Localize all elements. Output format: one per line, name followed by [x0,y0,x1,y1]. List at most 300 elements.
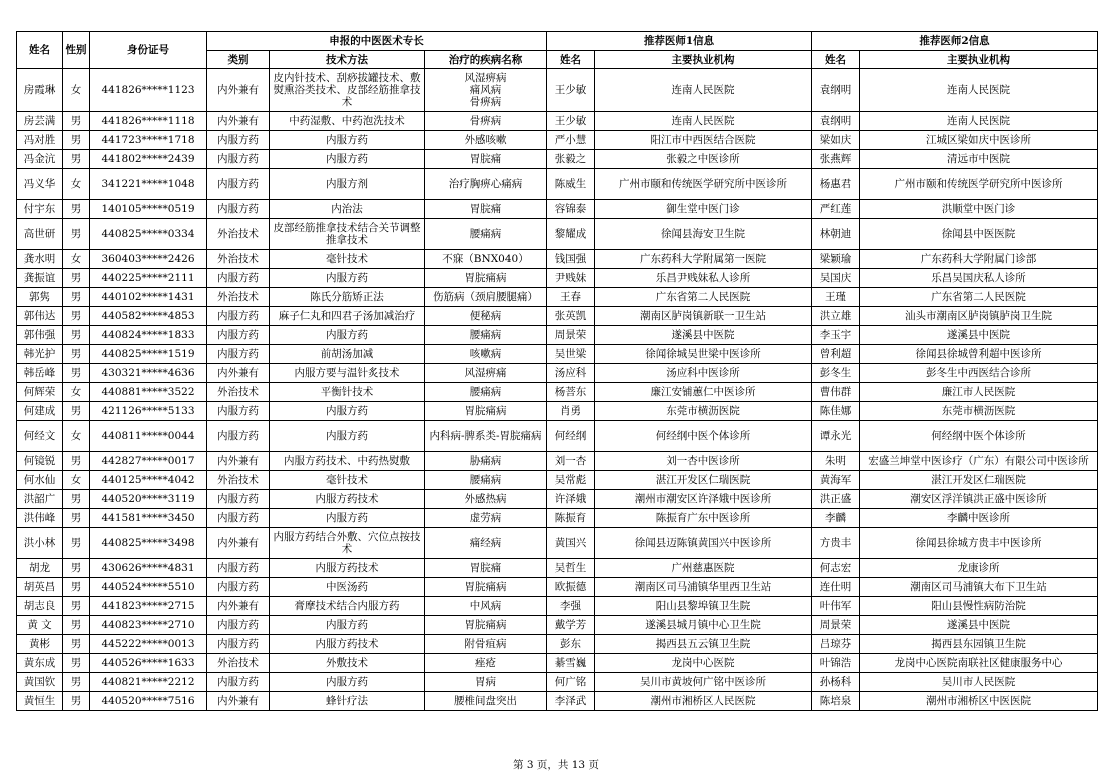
header-doctor1-name: 姓名 [547,51,595,69]
cell-gender: 男 [63,490,90,509]
cell-doctor2-name: 方贵丰 [812,528,860,559]
cell-gender: 男 [63,150,90,169]
cell-id: 441581*****3450 [90,509,207,528]
cell-technique: 内服方药技术 [270,635,425,654]
cell-name: 胡志良 [17,597,63,616]
table-row [17,692,1098,711]
cell-id: 440582*****4853 [90,307,207,326]
cell-disease: 咳嗽病 [425,345,547,364]
cell-category: 内服方药 [207,150,270,169]
cell-doctor2-org: 广东药科大学附属门诊部 [860,250,1098,269]
cell-doctor2-org: 揭西县东园镇卫生院 [860,635,1098,654]
cell-disease: 便秘病 [425,307,547,326]
cell-doctor2-name: 洪立雄 [812,307,860,326]
cell-doctor1-org: 广东省第二人民医院 [595,288,812,307]
table-row [17,597,1098,616]
cell-category: 内外兼有 [207,69,270,112]
cell-name: 冯金沆 [17,150,63,169]
cell-disease: 胁痛病 [425,452,547,471]
cell-doctor2-name: 李麟 [812,509,860,528]
cell-id: 140105*****0519 [90,200,207,219]
cell-doctor2-org: 江城区梁如庆中医诊所 [860,131,1098,150]
table-body [17,69,1098,711]
cell-name: 黄彬 [17,635,63,654]
cell-disease: 腰椎间盘突出 [425,692,547,711]
cell-category: 内外兼有 [207,452,270,471]
cell-doctor1-name: 黎耀成 [547,219,595,250]
cell-doctor1-name: 陈振育 [547,509,595,528]
cell-doctor1-name: 陈威生 [547,169,595,200]
cell-doctor2-name: 袁纲明 [812,69,860,112]
cell-technique: 中医汤药 [270,578,425,597]
cell-disease: 胃脘痛病 [425,616,547,635]
cell-id: 440824*****1833 [90,326,207,345]
cell-doctor2-org: 龙岗中心医院南联社区健康服务中心 [860,654,1098,673]
cell-name: 龚水明 [17,250,63,269]
table-row [17,654,1098,673]
table-row [17,150,1098,169]
cell-doctor2-org: 遂溪县中医院 [860,326,1098,345]
cell-name: 黄东成 [17,654,63,673]
cell-technique: 内服方药 [270,673,425,692]
cell-gender: 男 [63,200,90,219]
cell-gender: 男 [63,219,90,250]
cell-doctor2-name: 连仕明 [812,578,860,597]
cell-doctor2-name: 梁如庆 [812,131,860,150]
cell-gender: 男 [63,452,90,471]
cell-doctor2-name: 林朝迪 [812,219,860,250]
table-row [17,169,1098,200]
cell-disease: 治疗胸痹心痛病 [425,169,547,200]
table-row [17,383,1098,402]
cell-doctor2-org: 李麟中医诊所 [860,509,1098,528]
cell-doctor1-name: 吴世梁 [547,345,595,364]
cell-id: 360403*****2426 [90,250,207,269]
header-technique: 技术方法 [270,51,425,69]
cell-doctor2-org: 吴川市人民医院 [860,673,1098,692]
cell-disease: 骨痹病 [425,112,547,131]
cell-gender: 男 [63,131,90,150]
cell-disease: 内科病-脾系类-胃脘痛病 [425,421,547,452]
cell-doctor2-name: 彭冬生 [812,364,860,383]
cell-doctor2-name: 梁颖瑜 [812,250,860,269]
cell-technique: 内服方药 [270,131,425,150]
cell-technique: 内服方药 [270,509,425,528]
table-row [17,452,1098,471]
cell-doctor2-name: 曹伟群 [812,383,860,402]
cell-doctor1-name: 尹贱妹 [547,269,595,288]
cell-doctor2-org: 汕头市潮南区胪岗镇胪岗卫生院 [860,307,1098,326]
cell-disease: 胃病 [425,673,547,692]
cell-technique: 内服方药 [270,402,425,421]
cell-name: 房芸满 [17,112,63,131]
cell-id: 440825*****1519 [90,345,207,364]
cell-doctor1-name: 张英凯 [547,307,595,326]
cell-name: 洪韶广 [17,490,63,509]
cell-gender: 女 [63,250,90,269]
cell-id: 440225*****2111 [90,269,207,288]
cell-technique: 膏摩技术结合内服方药 [270,597,425,616]
cell-doctor2-org: 广东省第二人民医院 [860,288,1098,307]
cell-gender: 男 [63,528,90,559]
cell-gender: 男 [63,509,90,528]
cell-gender: 女 [63,69,90,112]
table-row [17,345,1098,364]
table-row [17,131,1098,150]
table-row [17,509,1098,528]
table-row [17,69,1098,112]
cell-id: 440125*****4042 [90,471,207,490]
cell-doctor1-org: 陈振育广东中医诊所 [595,509,812,528]
cell-name: 房霞琳 [17,69,63,112]
cell-name: 韩光护 [17,345,63,364]
cell-doctor2-org: 洪顺堂中医门诊 [860,200,1098,219]
table-row [17,559,1098,578]
cell-doctor2-org: 清远市中医院 [860,150,1098,169]
cell-disease: 伤筋病（颈肩腰腿痛） [425,288,547,307]
cell-doctor2-org: 廉江市人民医院 [860,383,1098,402]
document-table-wrapper [16,31,1097,711]
cell-doctor1-org: 张毅之中医诊所 [595,150,812,169]
cell-id: 440821*****2212 [90,673,207,692]
cell-doctor1-org: 廉江安铺蕙仁中医诊所 [595,383,812,402]
cell-gender: 女 [63,383,90,402]
header-id: 身份证号 [90,32,207,69]
cell-disease: 腰痛病 [425,326,547,345]
cell-doctor1-name: 吴哲生 [547,559,595,578]
cell-gender: 男 [63,402,90,421]
cell-id: 440524*****5510 [90,578,207,597]
cell-id: 440825*****0334 [90,219,207,250]
cell-technique: 内服方药技术、中药热熨敷 [270,452,425,471]
table-row [17,250,1098,269]
cell-doctor2-name: 吴国庆 [812,269,860,288]
cell-gender: 男 [63,616,90,635]
table-row [17,490,1098,509]
cell-category: 内服方药 [207,345,270,364]
cell-doctor1-name: 刘一杏 [547,452,595,471]
cell-disease: 胃脘痛 [425,150,547,169]
cell-disease: 胃脘痛病 [425,578,547,597]
cell-doctor1-org: 广州市颐和传统医学研究所中医诊所 [595,169,812,200]
cell-disease: 痤疮 [425,654,547,673]
cell-category: 内外兼有 [207,692,270,711]
cell-name: 韩岳峰 [17,364,63,383]
cell-id: 441826*****1118 [90,112,207,131]
cell-doctor1-name: 周景荣 [547,326,595,345]
cell-doctor1-name: 李泽武 [547,692,595,711]
cell-doctor2-name: 叶锦浩 [812,654,860,673]
cell-doctor2-org: 徐闻县徐城曾利超中医诊所 [860,345,1098,364]
cell-category: 内服方药 [207,509,270,528]
cell-technique: 外敷技术 [270,654,425,673]
cell-doctor2-org: 潮安区浮洋镇洪正盛中医诊所 [860,490,1098,509]
cell-doctor1-org: 潮南区胪岗镇新联一卫生站 [595,307,812,326]
cell-id: 441823*****2715 [90,597,207,616]
cell-id: 440811*****0044 [90,421,207,452]
cell-disease: 风湿痹痛 [425,364,547,383]
cell-doctor1-name: 黄国兴 [547,528,595,559]
cell-gender: 男 [63,673,90,692]
cell-technique: 内服方药技术 [270,490,425,509]
cell-category: 内外兼有 [207,364,270,383]
cell-doctor2-name: 陈培泉 [812,692,860,711]
cell-id: 341221*****1048 [90,169,207,200]
cell-gender: 男 [63,654,90,673]
cell-gender: 男 [63,597,90,616]
table-row [17,307,1098,326]
cell-id: 440825*****3498 [90,528,207,559]
cell-technique: 陈氏分筋矫正法 [270,288,425,307]
cell-disease: 中风病 [425,597,547,616]
cell-technique: 内服方剂 [270,169,425,200]
cell-doctor2-name: 曾利超 [812,345,860,364]
cell-doctor1-org: 龙岗中心医院 [595,654,812,673]
cell-gender: 男 [63,578,90,597]
cell-doctor1-org: 潮州市潮安区许泽娥中医诊所 [595,490,812,509]
cell-category: 内服方药 [207,200,270,219]
cell-id: 445222*****0013 [90,635,207,654]
cell-doctor2-name: 黄海军 [812,471,860,490]
cell-doctor2-name: 叶伟军 [812,597,860,616]
cell-doctor2-org: 徐闻县徐城方贵丰中医诊所 [860,528,1098,559]
cell-doctor1-name: 吴常彪 [547,471,595,490]
cell-gender: 男 [63,635,90,654]
cell-doctor1-org: 揭西县五云镇卫生院 [595,635,812,654]
table-row [17,421,1098,452]
cell-doctor1-name: 肖勇 [547,402,595,421]
cell-doctor1-org: 东莞市横沥医院 [595,402,812,421]
cell-disease: 胃脘痛病 [425,269,547,288]
cell-technique: 内服方药 [270,150,425,169]
cell-doctor1-name: 王少敏 [547,112,595,131]
cell-category: 内服方药 [207,673,270,692]
cell-category: 内服方药 [207,307,270,326]
cell-name: 何建成 [17,402,63,421]
cell-disease: 附骨疽病 [425,635,547,654]
cell-category: 内服方药 [207,402,270,421]
cell-technique: 内服方药 [270,616,425,635]
cell-doctor2-org: 湛江开发区仁瑞医院 [860,471,1098,490]
cell-doctor2-name: 吕琼芬 [812,635,860,654]
table-row [17,402,1098,421]
cell-name: 何经文 [17,421,63,452]
cell-doctor2-name: 洪正盛 [812,490,860,509]
table-row [17,219,1098,250]
cell-gender: 男 [63,364,90,383]
cell-disease: 腰痛病 [425,383,547,402]
cell-gender: 男 [63,307,90,326]
cell-disease: 风湿痹病 痛风病 骨痹病 [425,69,547,112]
cell-doctor1-org: 潮南区司马浦镇华里西卫生站 [595,578,812,597]
header-doctor2-org: 主要执业机构 [860,51,1098,69]
page-footer: 第 3 页，共 13 页 [513,759,599,771]
cell-technique: 内服方药 [270,326,425,345]
cell-category: 外治技术 [207,288,270,307]
cell-gender: 男 [63,559,90,578]
cell-technique: 皮部经筋推拿技术结合关节调整推拿技术 [270,219,425,250]
cell-technique: 内服方药技术 [270,559,425,578]
cell-gender: 男 [63,288,90,307]
cell-technique: 中药湿敷、中药泡洗技术 [270,112,425,131]
cell-technique: 毫针技术 [270,250,425,269]
cell-name: 龚振谊 [17,269,63,288]
cell-category: 内服方药 [207,490,270,509]
cell-id: 440823*****2710 [90,616,207,635]
cell-category: 内外兼有 [207,528,270,559]
table-row [17,269,1098,288]
cell-doctor1-name: 容锦泰 [547,200,595,219]
cell-doctor1-name: 綦雪巍 [547,654,595,673]
header-name: 姓名 [17,32,63,69]
cell-technique: 毫针技术 [270,471,425,490]
cell-technique: 蜂针疗法 [270,692,425,711]
cell-disease: 胃脘痛 [425,200,547,219]
cell-doctor1-org: 徐闻徐城吴世梁中医诊所 [595,345,812,364]
cell-doctor2-name: 李玉宇 [812,326,860,345]
cell-doctor2-org: 广州市颐和传统医学研究所中医诊所 [860,169,1098,200]
cell-category: 内服方药 [207,635,270,654]
cell-doctor2-org: 何经纲中医个体诊所 [860,421,1098,452]
cell-category: 外治技术 [207,219,270,250]
cell-name: 何辉荣 [17,383,63,402]
table-row [17,364,1098,383]
cell-id: 440520*****3119 [90,490,207,509]
cell-name: 何镜锐 [17,452,63,471]
cell-gender: 女 [63,169,90,200]
cell-name: 郭隽 [17,288,63,307]
cell-name: 黄国钦 [17,673,63,692]
cell-id: 441802*****2439 [90,150,207,169]
header-gender: 性别 [63,32,90,69]
cell-name: 冯义华 [17,169,63,200]
cell-doctor1-name: 戴学芳 [547,616,595,635]
table-row [17,635,1098,654]
cell-name: 胡龙 [17,559,63,578]
cell-doctor2-name: 陈佳娜 [812,402,860,421]
cell-doctor1-name: 何广铭 [547,673,595,692]
cell-id: 430626*****4831 [90,559,207,578]
header-specialty-group: 申报的中医医术专长 [207,32,547,51]
header-row-1 [17,32,1098,51]
header-disease: 治疗的疾病名称 [425,51,547,69]
table-row [17,200,1098,219]
cell-category: 内服方药 [207,578,270,597]
cell-doctor2-name: 严红莲 [812,200,860,219]
cell-disease: 外感咳嗽 [425,131,547,150]
header-category: 类别 [207,51,270,69]
cell-gender: 男 [63,692,90,711]
cell-doctor1-name: 王少敏 [547,69,595,112]
cell-id: 440881*****3522 [90,383,207,402]
table-row [17,112,1098,131]
cell-gender: 女 [63,421,90,452]
cell-doctor1-name: 何经纲 [547,421,595,452]
cell-doctor1-name: 张毅之 [547,150,595,169]
cell-disease: 腰痛病 [425,219,547,250]
header-doctor1-org: 主要执业机构 [595,51,812,69]
cell-doctor1-org: 徐闻县迈陈镇黄国兴中医诊所 [595,528,812,559]
cell-name: 黄 文 [17,616,63,635]
cell-id: 430321*****4636 [90,364,207,383]
cell-doctor2-org: 东莞市横沥医院 [860,402,1098,421]
table-row [17,673,1098,692]
cell-doctor2-org: 彭冬生中西医结合诊所 [860,364,1098,383]
cell-doctor1-name: 钱国强 [547,250,595,269]
cell-doctor1-org: 徐闻县海安卫生院 [595,219,812,250]
cell-category: 内服方药 [207,421,270,452]
table-row [17,326,1098,345]
cell-doctor1-name: 彭东 [547,635,595,654]
cell-doctor1-org: 阳江市中西医结合医院 [595,131,812,150]
cell-doctor2-org: 宏盛兰坤堂中医诊疗（广东）有限公司中医诊所 [860,452,1098,471]
cell-disease: 外感热病 [425,490,547,509]
cell-doctor2-org: 阳山县慢性病防治院 [860,597,1098,616]
cell-name: 付宇东 [17,200,63,219]
cell-doctor2-name: 袁纲明 [812,112,860,131]
cell-doctor1-name: 王春 [547,288,595,307]
table-row [17,471,1098,490]
cell-doctor2-name: 张燕辉 [812,150,860,169]
cell-doctor1-org: 连南人民医院 [595,112,812,131]
cell-doctor1-org: 遂溪县城月镇中心卫生院 [595,616,812,635]
cell-disease: 不寐（BNX040） [425,250,547,269]
cell-doctor2-name: 杨惠君 [812,169,860,200]
cell-doctor2-org: 连南人民医院 [860,112,1098,131]
cell-technique: 皮内针技术、刮痧拔罐技术、敷熨熏浴类技术、皮部经筋推拿技术 [270,69,425,112]
cell-doctor1-org: 吴川市黄坡何广铭中医诊所 [595,673,812,692]
table-row [17,288,1098,307]
cell-doctor2-org: 潮南区司马浦镇大布下卫生站 [860,578,1098,597]
cell-doctor1-org: 刘一杏中医诊所 [595,452,812,471]
cell-id: 440520*****7516 [90,692,207,711]
cell-disease: 胃脘痛病 [425,402,547,421]
header-doctor2-name: 姓名 [812,51,860,69]
cell-category: 外治技术 [207,383,270,402]
cell-technique: 内服方药结合外敷、穴位点按技术 [270,528,425,559]
cell-technique: 平衡针技术 [270,383,425,402]
cell-doctor1-org: 湛江开发区仁瑞医院 [595,471,812,490]
cell-category: 内外兼有 [207,112,270,131]
cell-technique: 内服方药 [270,269,425,288]
cell-doctor1-org: 潮州市湘桥区人民医院 [595,692,812,711]
cell-technique: 前胡汤加减 [270,345,425,364]
cell-doctor2-org: 徐闻县中医医院 [860,219,1098,250]
cell-doctor2-name: 王瑾 [812,288,860,307]
applicant-table [16,31,1098,711]
cell-doctor1-name: 严小慧 [547,131,595,150]
cell-doctor1-name: 许泽娥 [547,490,595,509]
cell-name: 胡英昌 [17,578,63,597]
cell-id: 421126*****5133 [90,402,207,421]
cell-doctor1-name: 杨菩东 [547,383,595,402]
cell-doctor1-name: 欧振德 [547,578,595,597]
cell-category: 外治技术 [207,654,270,673]
cell-name: 黄恒生 [17,692,63,711]
cell-category: 外治技术 [207,250,270,269]
cell-doctor2-name: 周景荣 [812,616,860,635]
cell-doctor1-name: 李强 [547,597,595,616]
cell-doctor2-org: 遂溪县中医院 [860,616,1098,635]
cell-disease: 虚劳病 [425,509,547,528]
cell-gender: 女 [63,471,90,490]
cell-doctor2-name: 朱明 [812,452,860,471]
cell-name: 郭伟达 [17,307,63,326]
cell-doctor1-org: 广东药科大学附属第一医院 [595,250,812,269]
cell-technique: 内服方药 [270,421,425,452]
cell-disease: 痛经病 [425,528,547,559]
cell-doctor2-org: 龙康诊所 [860,559,1098,578]
